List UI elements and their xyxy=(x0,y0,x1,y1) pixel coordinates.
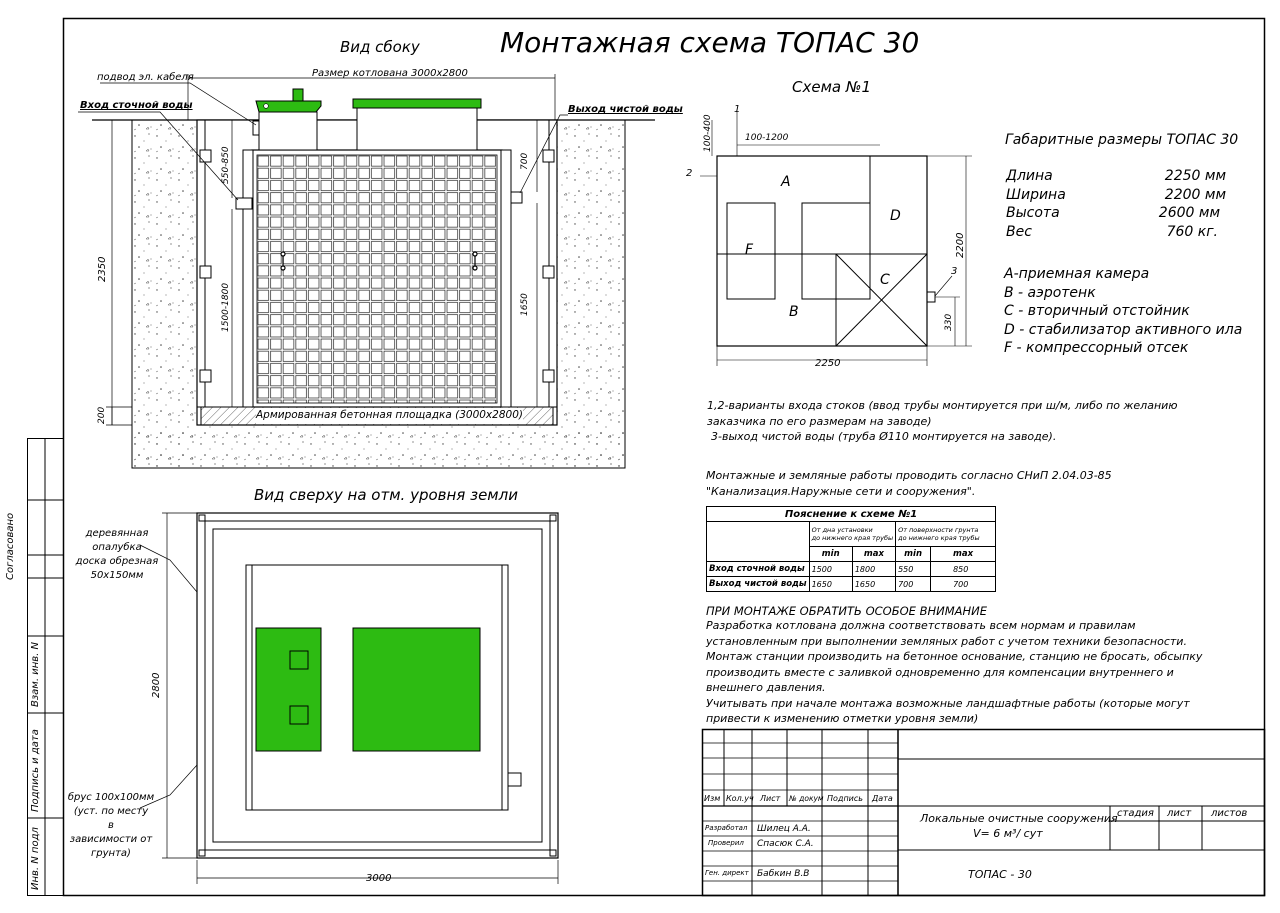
tb-col-izm: Изм xyxy=(704,794,721,803)
tb-object-1: Локальные очистные сооружения xyxy=(920,812,1118,825)
scheme-n2: 2 xyxy=(686,168,693,179)
table-row: Выход чистой воды 1650 1650 700 700 xyxy=(707,577,996,592)
cable-label: подвод эл. кабеля xyxy=(97,72,194,83)
dim-100-400: 100-400 xyxy=(703,114,713,152)
table-row: Вход сточной воды 1500 1800 550 850 xyxy=(707,562,996,577)
tb-code: ТОПАС - 30 xyxy=(968,868,1032,881)
stamp-inv-vzam: Взам. инв. N xyxy=(30,642,41,707)
beam-label: брус 100х100мм (уст. по месту в зависимости от грунта) xyxy=(67,792,155,859)
tb-checked: Проверил xyxy=(708,839,744,847)
dimension-row: Вес 760 кг. xyxy=(1006,223,1218,240)
dim-100-1200: 100-1200 xyxy=(745,133,789,143)
dim-550-850: 550-850 xyxy=(221,146,231,184)
dimension-row: Длина 2250 мм xyxy=(1006,168,1226,184)
tb-col-list: Лист xyxy=(760,794,781,803)
dim-2350: 2350 xyxy=(97,256,108,282)
dim-2800: 2800 xyxy=(151,672,162,698)
zone-b: B xyxy=(789,304,799,320)
snip-note: Монтажные и земляные работы проводить согласно СНиП 2.04.03-85 "Канализация.Наружные сети и сооружения". xyxy=(706,469,1112,498)
dim-1650: 1650 xyxy=(520,293,530,316)
inlet-label: Вход сточной воды xyxy=(80,100,193,111)
scheme-label: Схема №1 xyxy=(792,78,871,96)
zone-a: A xyxy=(781,174,791,190)
stamp-sign-date: Подпись и дата xyxy=(30,729,41,812)
scheme-n3: 3 xyxy=(951,266,958,277)
legend: A-приемная камера B - аэротенк C - вторичный отстойник D - стабилизатор активного ила F - компрессорный отсек xyxy=(1004,266,1243,356)
side-view-label: Вид сбоку xyxy=(340,38,420,56)
dimensions-title: Габаритные размеры ТОПАС 30 xyxy=(1005,132,1239,148)
pit-size-label: Размер котлована 3000х2800 xyxy=(312,68,468,79)
tb-col-doc: № докум xyxy=(789,794,824,803)
tb-stage: стадия xyxy=(1117,808,1154,819)
attention-title: ПРИ МОНТАЖЕ ОБРАТИТЬ ОСОБОЕ ВНИМАНИЕ xyxy=(706,604,988,618)
dim-1500-1800: 1500-1800 xyxy=(221,282,231,332)
dimensions-list xyxy=(1006,168,1226,242)
slab-label: Армированная бетонная площадка (3000х2800) xyxy=(256,408,523,424)
tb-col-koluch: Кол.уч xyxy=(726,794,754,803)
attention-text: Разработка котлована должна соответствовать всем нормам и правилам установленным при выполнении земляных работ с учетом техники безопасности. Монтаж станции производить на бетонное основание, станцию не бросать, обсыпку производить вместе с заливкой одновременно для компенсации внутреннего и внешнего давления. Учитывать при начале монтажа возможные ландшафтные работы (которые могут привести к изменению отметки уровня земли) xyxy=(706,619,1203,725)
dim-3000: 3000 xyxy=(366,873,392,884)
dim-2250: 2250 xyxy=(815,358,841,369)
top-view xyxy=(140,513,558,884)
tb-sheets: листов xyxy=(1211,808,1248,819)
variants-note: 1,2-варианты входа стоков (ввод трубы монтируется при ш/м, либо по желанию заказчика по его размерам на заводе) 3-выход чистой воды (труба Ø110 монтируется на заводе). xyxy=(707,399,1178,443)
dim-330: 330 xyxy=(944,313,954,331)
tb-developed-name: Шилец А.А. xyxy=(757,824,811,834)
tb-object-2: V= 6 м³/ сут xyxy=(973,827,1043,840)
stamp-agreed: Согласовано xyxy=(5,512,16,580)
dimension-row: Высота 2600 мм xyxy=(1006,205,1220,221)
zone-d: D xyxy=(890,208,901,224)
scheme-n1: 1 xyxy=(734,104,741,115)
tb-col-sign: Подпись xyxy=(827,794,863,803)
stamp-inv-podl: Инв. N подл xyxy=(30,827,41,890)
tb-director-name: Бабкин В.В xyxy=(757,869,810,879)
zone-c: C xyxy=(880,272,890,288)
outlet-label: Выход чистой воды xyxy=(568,104,683,115)
page-title: Монтажная схема ТОПАС 30 xyxy=(500,26,920,59)
tb-sheet: лист xyxy=(1167,808,1192,819)
tb-director: Ген. директ xyxy=(705,869,749,877)
tb-developed: Разработал xyxy=(705,824,748,832)
zone-f: F xyxy=(745,242,754,258)
tb-checked-name: Спасюк С.А. xyxy=(757,839,814,849)
formwork-label: деревянная опалубка доска обрезная 50х150мм xyxy=(75,528,159,581)
dim-700-side: 700 xyxy=(520,152,530,170)
explanation-table: Пояснение к схеме №1 От дна установки до нижнего края трубы От поверхности грунта до нижнего края трубы min max min max Вход сточной воды 1500 1800 550 850 Выход чистой воды 1650 1650 700 700 xyxy=(706,506,996,592)
tb-col-date: Дата xyxy=(872,794,893,803)
dim-2200: 2200 xyxy=(955,232,966,258)
dim-200: 200 xyxy=(97,406,107,424)
top-view-label: Вид сверху на отм. уровня земли xyxy=(254,486,518,504)
scheme-1 xyxy=(700,112,972,366)
dimension-row: Ширина 2200 мм xyxy=(1006,186,1226,203)
